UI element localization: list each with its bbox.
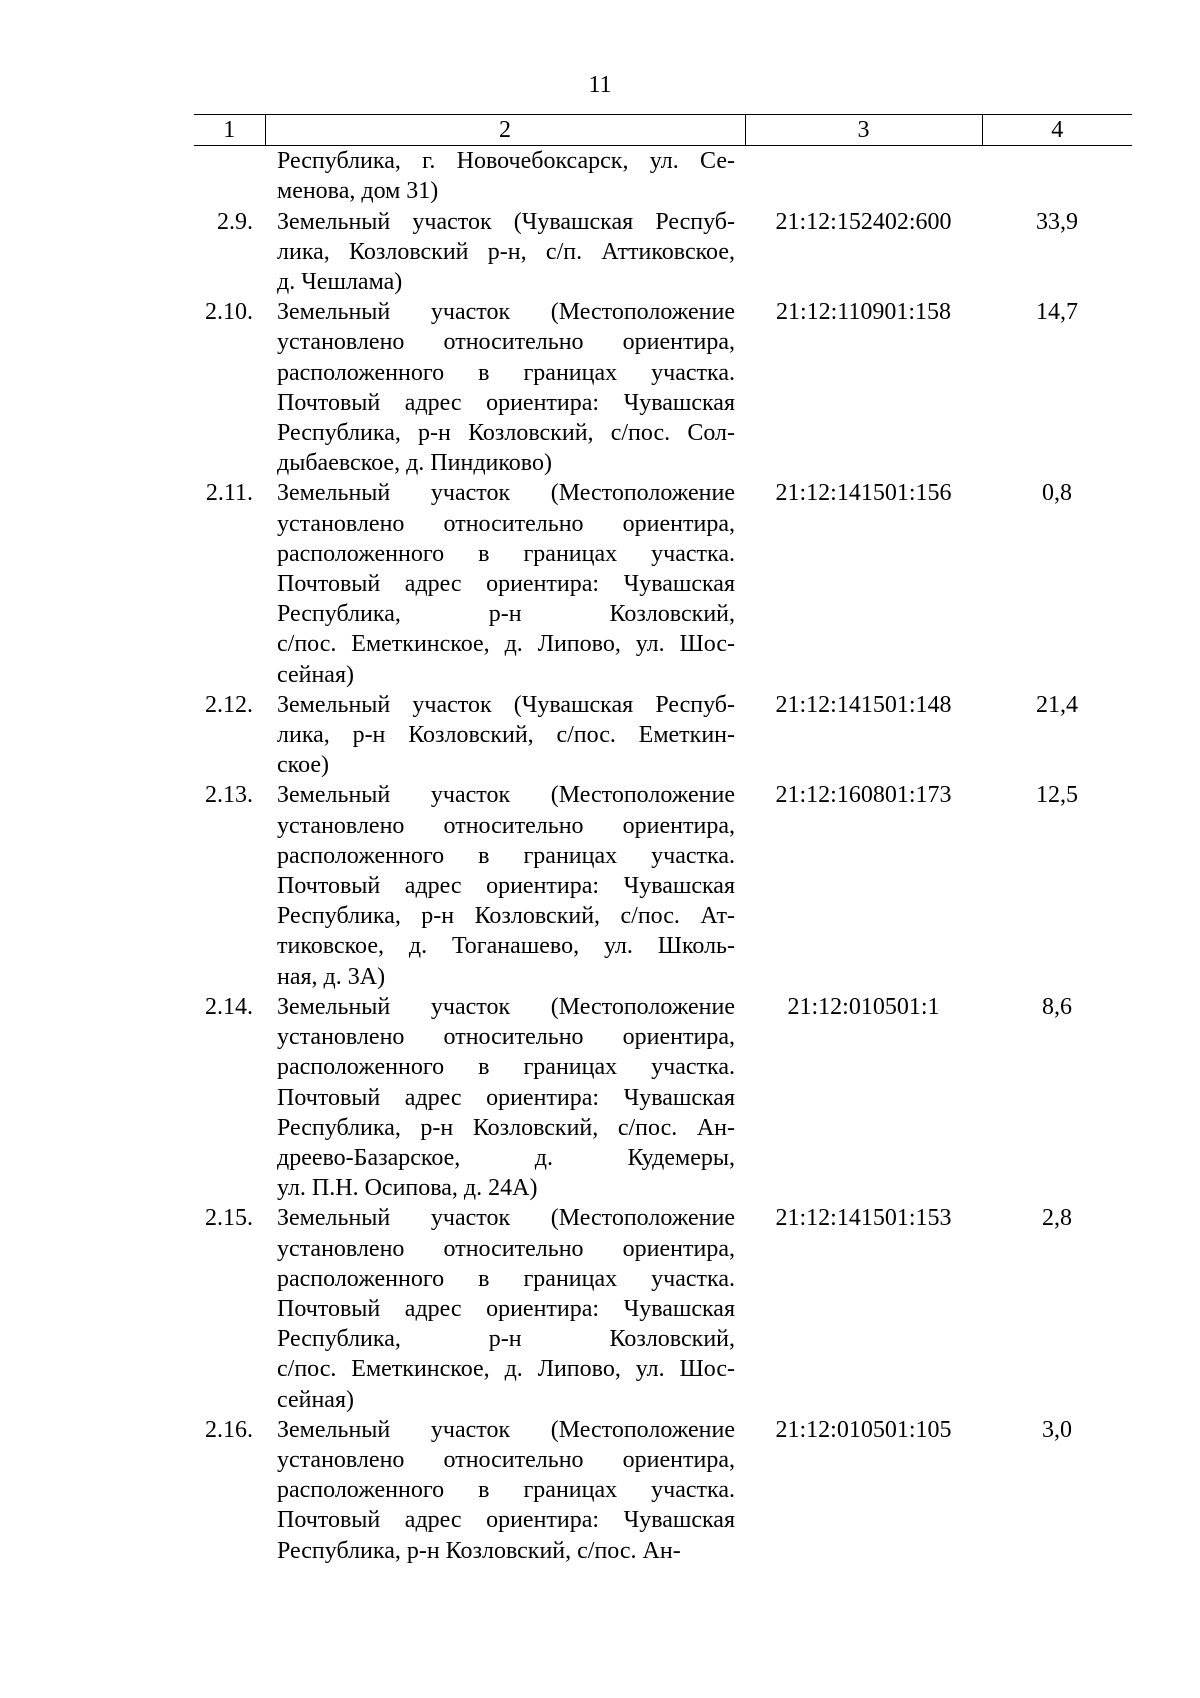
cadastral-number: 21:12:141501:148 — [775, 691, 952, 718]
plot-description — [265, 478, 745, 689]
area-value: 33,9 — [1036, 208, 1078, 235]
header-row — [194, 115, 1132, 146]
area-value — [982, 146, 1132, 207]
description-line: расположенного в границах участка. — [277, 540, 735, 567]
area-value: 2,8 — [1042, 1205, 1072, 1232]
table-header — [194, 115, 1132, 146]
description-line: Земельный участок (Местоположение — [277, 993, 735, 1020]
cadastral-number: 21:12:141501:153 — [775, 1205, 952, 1232]
description-line: Почтовый адрес ориентира: Чувашская — [277, 873, 735, 900]
description-line: с/пос. Еметкинское, д. Липово, ул. Шос- — [277, 631, 735, 658]
table-body — [194, 146, 1132, 1566]
area-value: 14,7 — [1036, 299, 1078, 326]
description-line: с/пос. Еметкинское, д. Липово, ул. Шос- — [277, 1356, 735, 1383]
cadastral-number: 21:12:141501:156 — [775, 480, 952, 507]
plot-description — [265, 1203, 745, 1414]
description-line: Земельный участок (Местоположение — [277, 299, 735, 326]
plot-description — [265, 992, 745, 1203]
item-number: 2.15. — [205, 1205, 253, 1232]
table-row — [194, 478, 1132, 689]
description-line: ское) — [277, 752, 330, 779]
area-value: 8,6 — [1042, 993, 1072, 1020]
area-value: 3,0 — [1042, 1416, 1072, 1443]
item-number: 2.11. — [205, 480, 253, 507]
description-line: Республика, г. Новочебоксарск, ул. Се- — [277, 148, 735, 175]
description-line: расположенного в границах участка. — [277, 1054, 735, 1081]
land-plots-table — [194, 114, 1132, 1566]
description-line: расположенного в границах участка. — [277, 359, 735, 386]
description-line: Почтовый адрес ориентира: Чувашская — [277, 1084, 735, 1111]
description-line: Земельный участок (Местоположение — [277, 1205, 735, 1232]
description-line: расположенного в границах участка. — [277, 1477, 735, 1504]
plot-description — [265, 690, 745, 781]
description-line: Республика, р-н Козловский, с/пос. Сол- — [277, 420, 735, 447]
description-line: менова, дом 31) — [277, 178, 439, 205]
item-number: 2.12. — [205, 691, 253, 718]
table-row — [194, 297, 1132, 478]
description-line: Республика, р-н Козловский, с/пос. Ан- — [277, 1114, 735, 1141]
description-line: Республика, р-н Козловский, с/пос. Ат- — [277, 903, 735, 930]
description-line: расположенного в границах участка. — [277, 842, 735, 869]
description-line: Республика, р-н Козловский, — [277, 1326, 735, 1353]
table-row — [194, 207, 1132, 298]
description-line: Почтовый адрес ориентира: Чувашская — [277, 1507, 735, 1534]
plot-description — [265, 1415, 745, 1566]
area-value: 0,8 — [1042, 480, 1072, 507]
description-line: Республика, р-н Козловский, — [277, 601, 735, 628]
table-row — [194, 1415, 1132, 1566]
cadastral-number: 21:12:010501:105 — [775, 1416, 952, 1443]
description-line: Почтовый адрес ориентира: Чувашская — [277, 1295, 735, 1322]
description-line: Почтовый адрес ориентира: Чувашская — [277, 389, 735, 416]
plot-description — [265, 297, 745, 478]
description-line: сейная) — [277, 1386, 354, 1413]
description-line: установлено относительно ориентира, — [277, 510, 735, 537]
description-line: Земельный участок (Местоположение — [277, 1416, 735, 1443]
area-value: 12,5 — [1036, 782, 1078, 809]
description-line: Почтовый адрес ориентира: Чувашская — [277, 571, 735, 598]
table-row — [194, 992, 1132, 1203]
table-row — [194, 690, 1132, 781]
description-line: Земельный участок (Местоположение — [277, 480, 735, 507]
cadastral-number: 21:12:010501:1 — [787, 993, 940, 1020]
description-line: Земельный участок (Чувашская Респуб- — [277, 208, 735, 235]
description-line: ул. П.Н. Осипова, д. 24А) — [277, 1175, 538, 1202]
cadastral-number: 21:12:110901:158 — [775, 299, 952, 326]
plot-description — [265, 146, 745, 207]
description-line: ная, д. 3А) — [277, 963, 386, 990]
description-line: установлено относительно ориентира, — [277, 1024, 735, 1051]
description-line: установлено относительно ориентира, — [277, 1235, 735, 1262]
item-number: 2.16. — [205, 1416, 253, 1443]
item-number: 2.10. — [205, 299, 253, 326]
description-line: дреево-Базарское, д. Кудемеры, — [277, 1144, 735, 1171]
table-row — [194, 1203, 1132, 1414]
description-line: дыбаевское, д. Пиндиково) — [277, 450, 552, 477]
table-row — [194, 146, 1132, 207]
item-number: 2.14. — [205, 993, 253, 1020]
item-number: 2.13. — [205, 782, 253, 809]
page-number: 11 — [588, 72, 612, 98]
description-line: расположенного в границах участка. — [277, 1265, 735, 1292]
description-line: установлено относительно ориентира, — [277, 329, 735, 356]
item-number: 2.9. — [217, 208, 253, 235]
column-header-4: 4 — [982, 115, 1132, 146]
cadastral-number: 21:12:152402:600 — [775, 208, 952, 235]
table-row — [194, 780, 1132, 991]
description-line: лика, р-н Козловский, с/пос. Еметкин- — [277, 722, 735, 749]
column-header-2: 2 — [265, 115, 745, 146]
column-header-1: 1 — [194, 115, 265, 146]
plot-description — [265, 207, 745, 298]
area-value: 21,4 — [1036, 691, 1078, 718]
description-line: лика, Козловский р-н, с/п. Аттиковское, — [277, 238, 735, 265]
description-line: сейная) — [277, 661, 354, 688]
description-line: установлено относительно ориентира, — [277, 1446, 735, 1473]
cadastral-number — [745, 146, 982, 207]
plot-description — [265, 780, 745, 991]
description-line: установлено относительно ориентира, — [277, 812, 735, 839]
cadastral-number: 21:12:160801:173 — [775, 782, 952, 809]
item-number — [194, 146, 265, 207]
column-header-3: 3 — [745, 115, 982, 146]
description-line: Земельный участок (Местоположение — [277, 782, 735, 809]
description-line: Земельный участок (Чувашская Респуб- — [277, 691, 735, 718]
description-line: Республика, р-н Козловский, с/пос. Ан- — [277, 1537, 681, 1564]
description-line: тиковское, д. Тоганашево, ул. Школь- — [277, 933, 735, 960]
description-line: д. Чешлама) — [277, 269, 403, 296]
